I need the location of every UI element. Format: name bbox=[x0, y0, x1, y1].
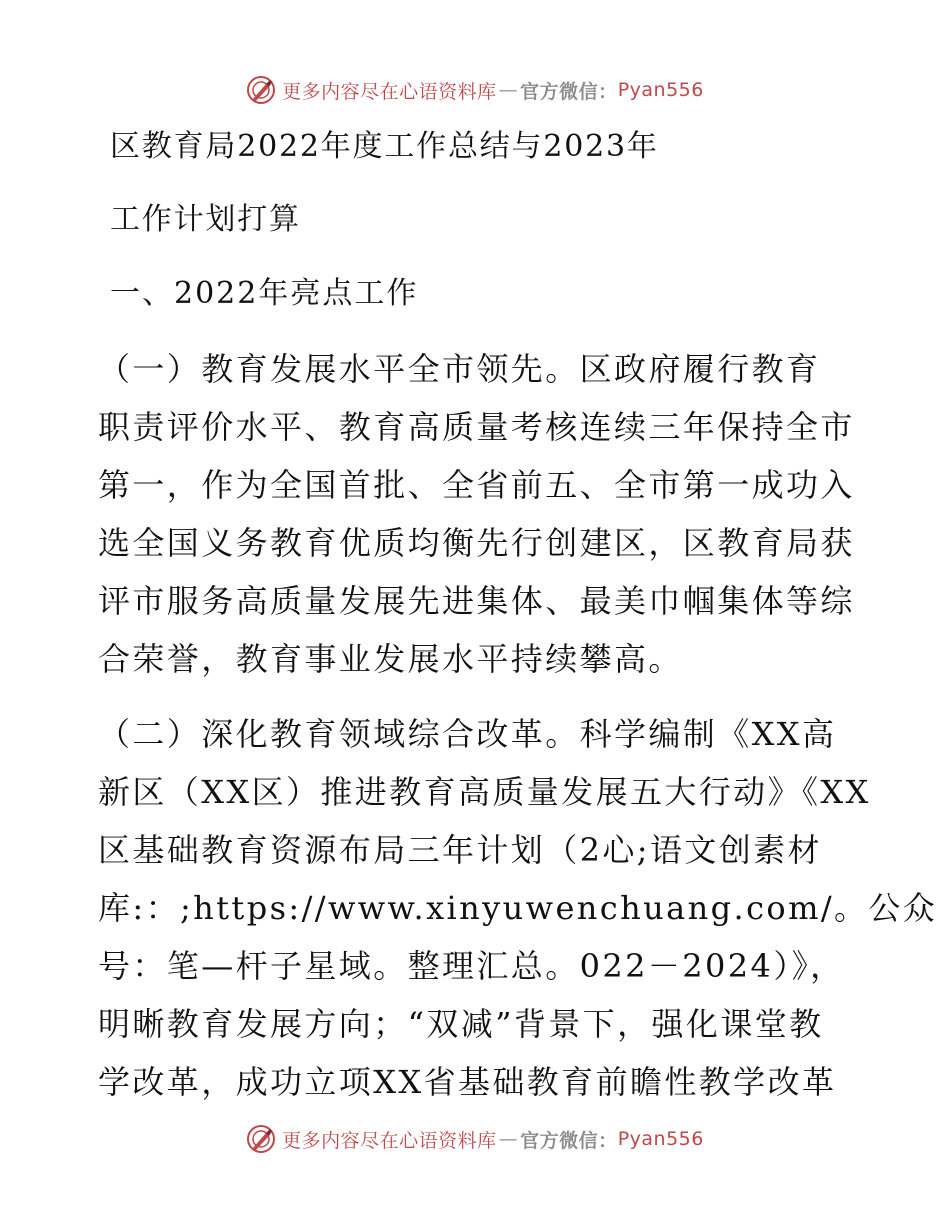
watermark-separator: — bbox=[498, 1128, 519, 1150]
watermark-brand: 更多内容尽在心语资料库 bbox=[282, 80, 497, 103]
paragraph-line: 新区（XX区）推进教育高质量发展五大行动》《XX bbox=[98, 773, 871, 811]
paragraph-line: （二）深化教育领域综合改革。科学编制《XX高 bbox=[98, 715, 837, 753]
paragraph-line: 学改革，成功立项XX省基础教育前瞻性教学改革 bbox=[98, 1063, 837, 1101]
paragraph-line: 库:：;https://www.xinyuwenchuang.com/。公众 bbox=[98, 889, 938, 927]
paragraph-line: （一）教育发展水平全市领先。区政府履行教育 bbox=[98, 350, 821, 388]
section-heading: 一、2022年亮点工作 bbox=[110, 276, 419, 311]
paragraph-line: 评市服务高质量发展先进集体、最美巾帼集体等综 bbox=[98, 582, 855, 620]
paragraph-line: 合荣誉，教育事业发展水平持续攀高。 bbox=[98, 640, 683, 678]
paragraph-line: 第一，作为全国首批、全省前五、全市第一成功入 bbox=[98, 466, 855, 504]
watermark-contact-label: 官方微信： bbox=[520, 80, 618, 103]
paragraph-line: 职责评价水平、教育高质量考核连续三年保持全市 bbox=[98, 408, 855, 446]
paragraph-line: 选全国义务教育优质均衡先行创建区，区教育局获 bbox=[98, 524, 855, 562]
watermark-contact-label: 官方微信： bbox=[520, 1129, 618, 1152]
watermark-brand: 更多内容尽在心语资料库 bbox=[282, 1129, 497, 1152]
pen-logo-icon bbox=[246, 75, 276, 105]
watermark-account: Pyan556 bbox=[617, 1128, 704, 1150]
watermark-separator: — bbox=[498, 79, 519, 101]
watermark-account: Pyan556 bbox=[617, 79, 704, 101]
header-watermark bbox=[0, 70, 950, 110]
paragraph-line: 区基础教育资源布局三年计划（2心;语文创素材 bbox=[98, 831, 822, 869]
document-title-line-2: 工作计划打算 bbox=[110, 202, 301, 237]
paragraph-line: 明晰教育发展方向；“双减”背景下，强化课堂教 bbox=[98, 1005, 824, 1043]
pen-logo-icon bbox=[246, 1124, 276, 1154]
document-title-line-1: 区教育局2022年度工作总结与2023年 bbox=[110, 129, 659, 164]
paragraph-line: 号：笔—杆子星域。整理汇总。022－2024）》， bbox=[98, 947, 845, 985]
footer-watermark bbox=[0, 1119, 950, 1159]
